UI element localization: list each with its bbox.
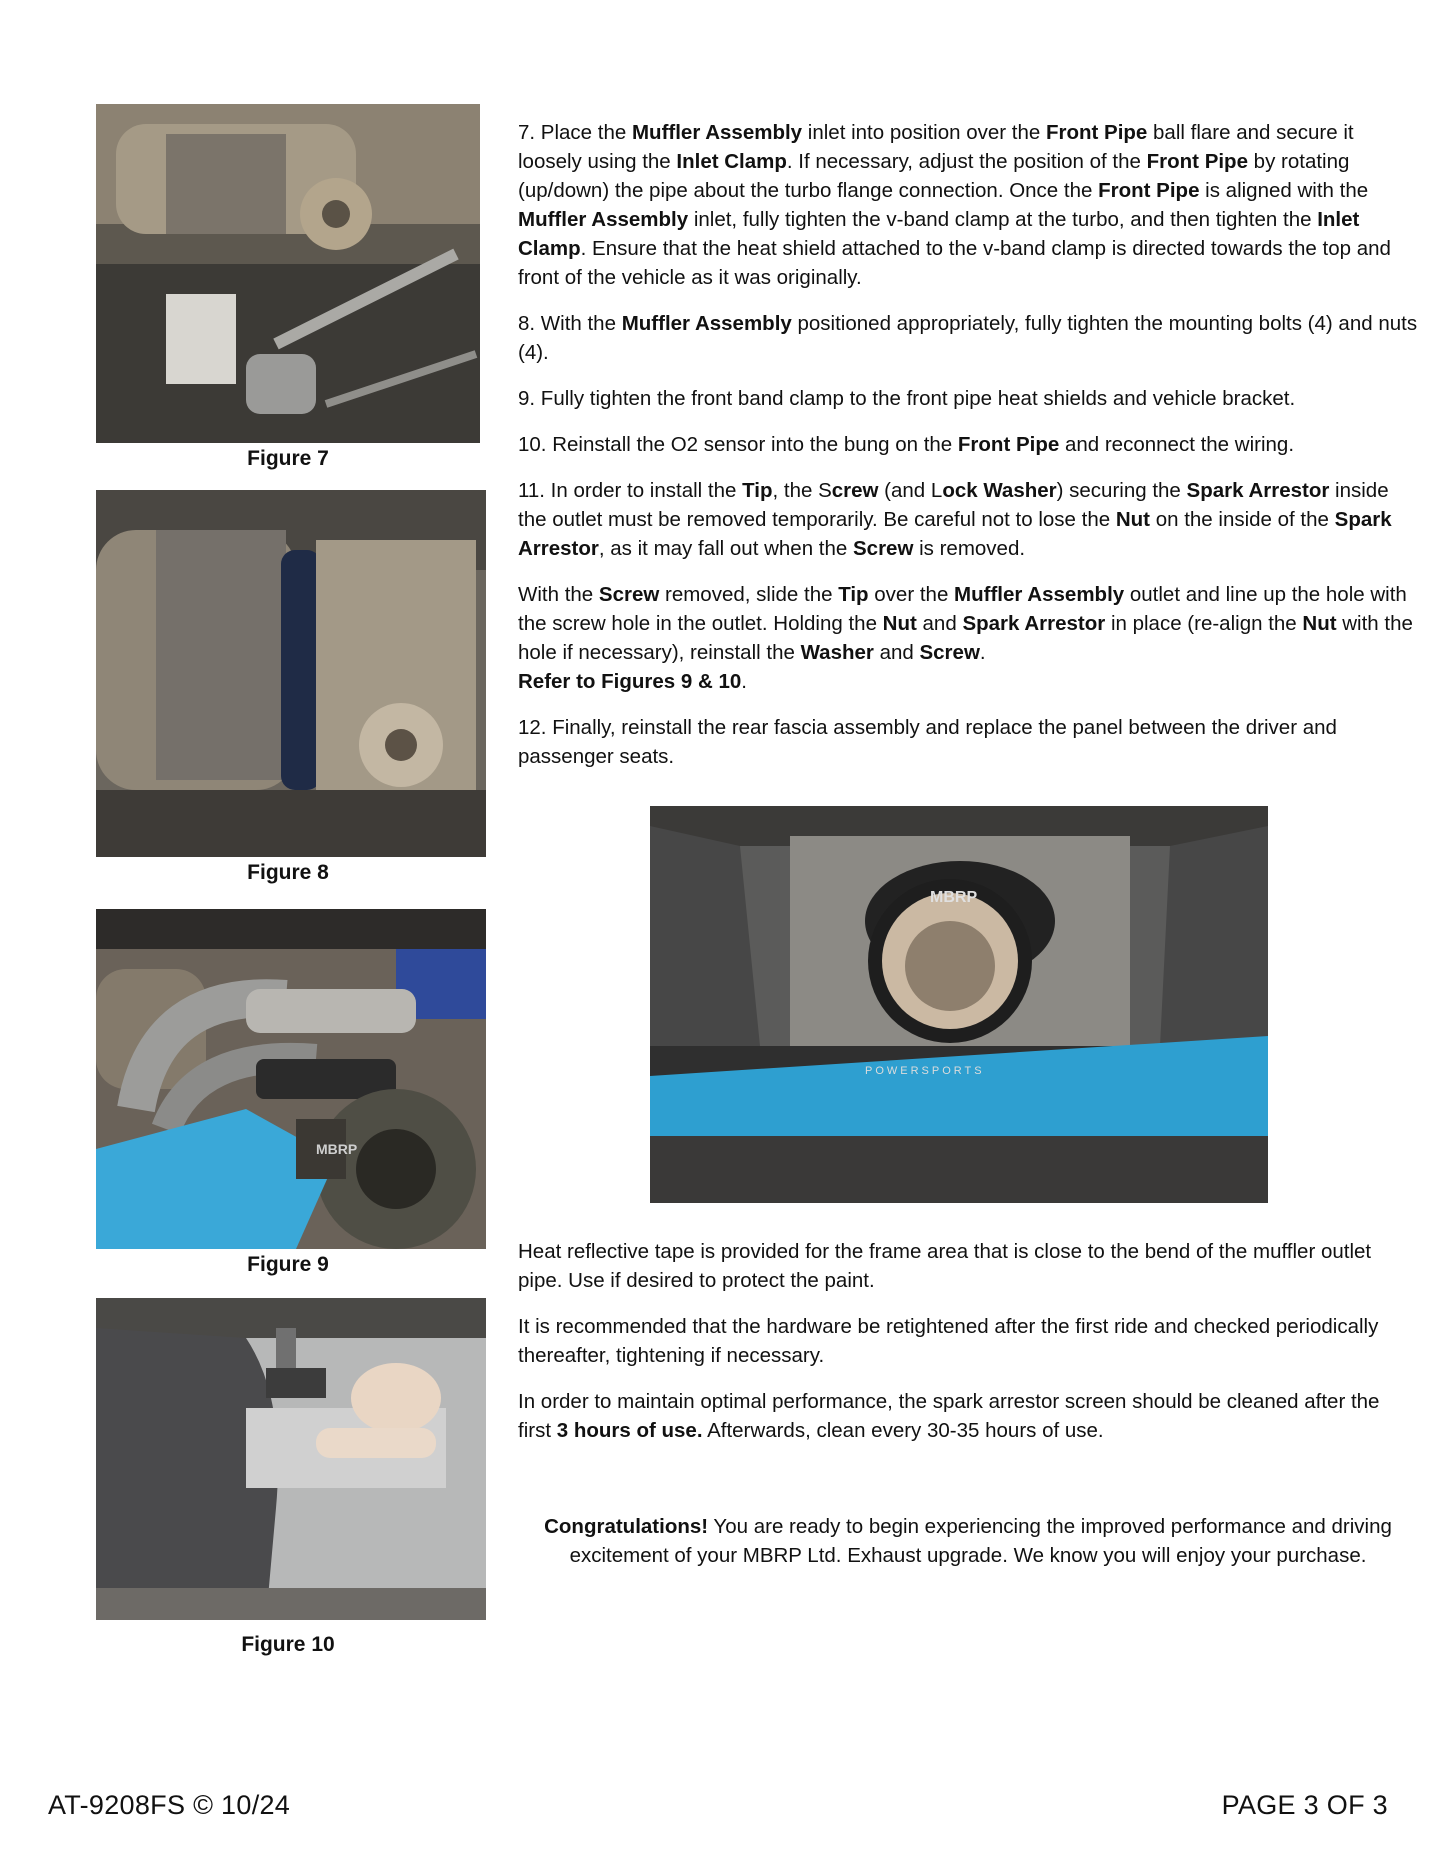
text-run: inlet, fully tighten the v-band clamp at the turbo, and then tighten the — [688, 208, 1318, 231]
figure-7-photo — [96, 104, 480, 443]
notes-section — [518, 1237, 1418, 1462]
step-11 — [518, 476, 1418, 563]
text-run: and — [916, 612, 963, 635]
text-run: It is recommended that the hardware be retightened after the first ride and checked periodically thereafter, tightening if necessary. — [518, 1315, 1379, 1367]
bold-term: Washer — [800, 641, 874, 664]
document-id: AT-9208FS © 10/24 — [48, 1790, 291, 1820]
bold-term: Spark Arrestor — [1186, 479, 1330, 502]
bold-term: 3 hours of use. — [556, 1419, 703, 1442]
step-11-continued: With the Screw removed, slide the Tip over the Muffler Assembly outlet and line up the hole with the screw hole in the outlet. Holding the Nut and Spark Arrestor in place (re-align the Nut with the hole if necessary), reinstall the Washer and Screw. Refer to Figures 9 & 10. — [518, 583, 1413, 693]
figure-8-photo — [96, 490, 486, 857]
text-run: over the — [868, 583, 955, 606]
text-run: , as it may fall out when the — [598, 537, 853, 560]
text-run: 12. Finally, reinstall the rear fascia assembly and replace the panel between the driver and passenger seats. — [518, 716, 1337, 768]
bold-term: Nut — [882, 612, 917, 635]
bold-term: Nut — [1115, 508, 1150, 531]
text-run: 11. In order to install the — [518, 479, 743, 502]
step-7 — [518, 118, 1418, 292]
steps-section — [518, 118, 1418, 788]
step-8 — [518, 309, 1418, 367]
bold-term: Tip — [742, 479, 773, 502]
bold-term: Screw — [853, 537, 914, 560]
text-run: 9. Fully tighten the front band clamp to the front pipe heat shields and vehicle bracket. — [518, 387, 1296, 410]
step-12 — [518, 713, 1418, 771]
bold-term: Spark Arrestor — [518, 508, 1392, 560]
bold-term: Inlet Clamp — [518, 208, 1360, 260]
step-10 — [518, 430, 1418, 459]
text-run: and reconnect the wiring. — [1059, 433, 1295, 456]
tip-logo: MBRP — [930, 889, 978, 906]
fig9-logo: MBRP — [316, 1141, 358, 1157]
text-run: removed, slide the — [659, 583, 839, 606]
figure-7-caption: Figure 7 — [247, 447, 329, 470]
step-9 — [518, 384, 1418, 413]
bold-term: Spark Arrestor — [962, 612, 1106, 635]
figure-reference: Refer to Figures 9 & 10 — [518, 670, 742, 693]
congratulations-message — [518, 1512, 1418, 1570]
text-run: . Ensure that the heat shield attached to the v-band clamp is directed towards the top and front of the vehicle as it was originally. — [518, 237, 1391, 289]
bold-term: Muffler Assembly — [518, 208, 689, 231]
page-number: PAGE 3 OF 3 — [1221, 1790, 1388, 1820]
text-run: outlet and line up the hole with the screw hole in the outlet. Holding the — [518, 583, 1407, 635]
bold-term: Muffler Assembly — [954, 583, 1125, 606]
text-run: with the hole if necessary), reinstall the — [518, 612, 1413, 664]
bold-term: Screw — [598, 583, 660, 606]
text-run: ) securing the — [1056, 479, 1187, 502]
text-run: Afterwards, clean every 30-35 hours of use. — [702, 1419, 1104, 1442]
bold-term: Front Pipe — [1045, 121, 1148, 144]
text-run: and — [873, 641, 920, 664]
figure-9-caption: Figure 9 — [247, 1253, 329, 1276]
text-run: . — [979, 641, 986, 664]
bold-term: ock Washer — [942, 479, 1057, 502]
text-run: is aligned with the — [1199, 179, 1369, 202]
text-run: 10. Reinstall the O2 sensor into the bung on the — [518, 433, 958, 456]
tip-band-text: POWERSPORTS — [865, 1065, 985, 1077]
figure-10-caption: Figure 10 — [241, 1633, 335, 1656]
figure-8-caption: Figure 8 — [247, 861, 329, 884]
text-run: ball flare and secure it loosely using the — [518, 121, 1354, 173]
text-run: positioned appropriately, fully tighten the mounting bolts (4) and nuts (4). — [518, 312, 1418, 364]
text-run: inlet into position over the — [802, 121, 1046, 144]
figure-10-photo — [96, 1298, 486, 1620]
text-run: , the S — [772, 479, 832, 502]
bold-term: Muffler Assembly — [621, 312, 792, 335]
text-run: Heat reflective tape is provided for the frame area that is close to the bend of the muffler outlet pipe. Use if desired to protect the paint. — [518, 1240, 1372, 1292]
figure-9-photo — [96, 909, 486, 1249]
bold-term: Screw — [919, 641, 980, 664]
bold-term: Inlet Clamp — [676, 150, 787, 173]
text-run: inside the outlet must be removed temporarily. Be careful not to lose the — [518, 479, 1389, 531]
retighten-note — [518, 1312, 1418, 1370]
congrats-lead: Congratulations! — [544, 1515, 709, 1538]
text-run: (and L — [878, 479, 943, 502]
spark-arrestor-note — [518, 1387, 1418, 1445]
text-run: 7. Place the — [518, 121, 632, 144]
bold-term: Front Pipe — [1146, 150, 1248, 173]
bold-term: Muffler Assembly — [631, 121, 803, 144]
bold-term: Tip — [838, 583, 869, 606]
text-run: 8. With the — [518, 312, 622, 335]
congrats-body: You are ready to begin experiencing the improved performance and driving excitement of your MBRP Ltd. Exhaust upgrade. We know you will enjoy your purchase. — [569, 1515, 1392, 1567]
bold-term: crew — [831, 479, 879, 502]
text-run: . If necessary, adjust the position of the — [786, 150, 1147, 173]
exhaust-tip-photo — [650, 806, 1268, 1203]
text-run: is removed. — [913, 537, 1026, 560]
bold-term: Front Pipe — [1098, 179, 1200, 202]
text-run: In order to maintain optimal performance, the spark arrestor screen should be cleaned after the first — [518, 1390, 1380, 1442]
text-run: on the inside of the — [1150, 508, 1335, 531]
text-run: in place (re-align the — [1105, 612, 1303, 635]
text-run: by rotating (up/down) the pipe about the turbo flange connection. Once the — [518, 150, 1350, 202]
bold-term: Front Pipe — [957, 433, 1060, 456]
text-run: With the — [518, 583, 599, 606]
bold-term: Nut — [1302, 612, 1337, 635]
heat-tape-note — [518, 1237, 1418, 1295]
